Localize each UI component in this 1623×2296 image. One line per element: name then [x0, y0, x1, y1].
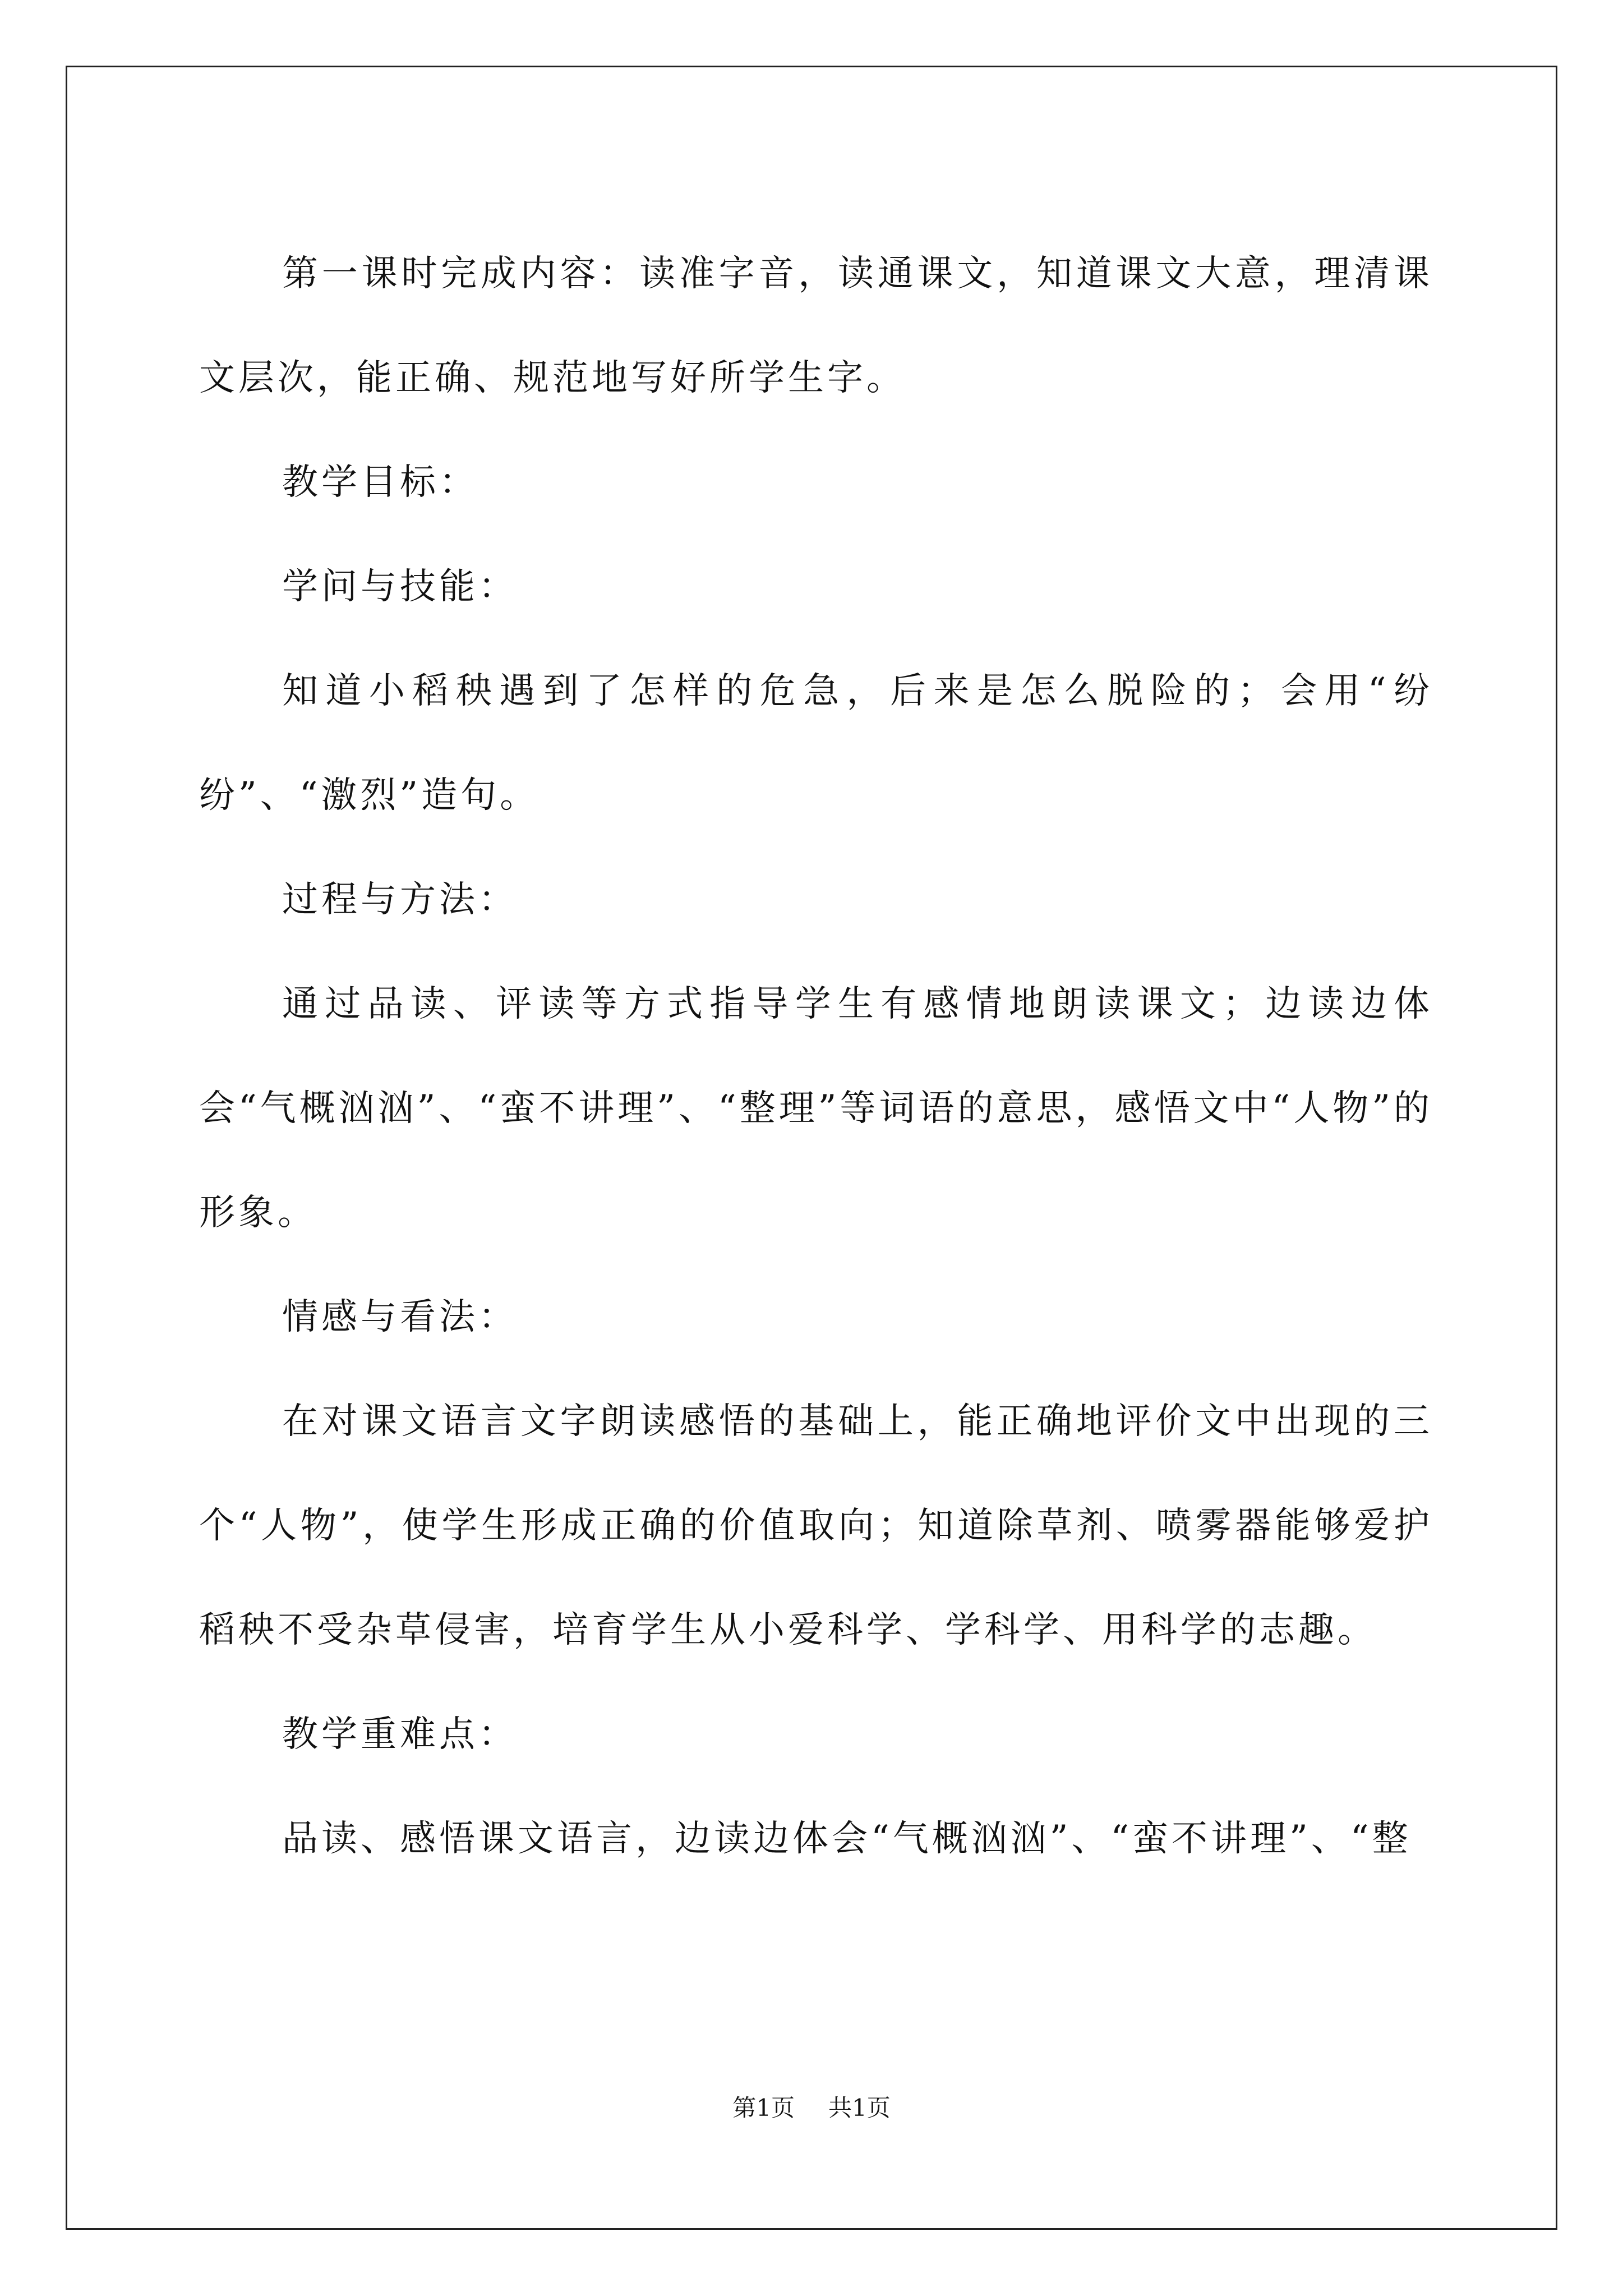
page-footer [0, 2091, 1623, 2125]
heading-process-method: 过程与方法： [282, 879, 518, 921]
paragraph-key-difficulties: 品读、感悟课文语言，边读边体会“气概汹汹”、“蛮不讲理”、“整 [282, 1818, 1412, 1860]
paragraph-emotion-attitude: 在对课文语言文字朗读感悟的基础上，能正确地评价文中出现的三个“人物”，使学生形成正确的价值取向；知道除草剂、喷雾器能够爱护稻秧不受杂草侵害，培育学生从小爱科学、学科学、用科学的志趣。 [199, 1401, 1433, 1651]
paragraph-process-method: 通过品读、评读等方式指导学生有感情地朗读课文；边读边体会“气概汹汹”、“蛮不讲理”、“整理”等词语的意思，感悟文中“人物”的形象。 [199, 983, 1433, 1234]
document-body [199, 222, 1433, 1891]
heading-knowledge-skills: 学问与技能： [282, 566, 518, 608]
heading-key-difficulties: 教学重难点： [282, 1714, 518, 1755]
paragraph-knowledge-skills: 知道小稻秧遇到了怎样的危急，后来是怎么脱险的；会用“纷纷”、“激烈”造句。 [199, 670, 1433, 816]
page-total: 共1页 [828, 2094, 891, 2122]
paragraph-lesson-content: 第一课时完成内容：读准字音，读通课文，知道课文大意，理清课文层次，能正确、规范地写好所学生字。 [199, 253, 1433, 399]
page-number: 第1页 [732, 2094, 795, 2122]
heading-emotion-attitude: 情感与看法： [282, 1296, 518, 1338]
heading-teaching-goals: 教学目标： [282, 462, 478, 503]
